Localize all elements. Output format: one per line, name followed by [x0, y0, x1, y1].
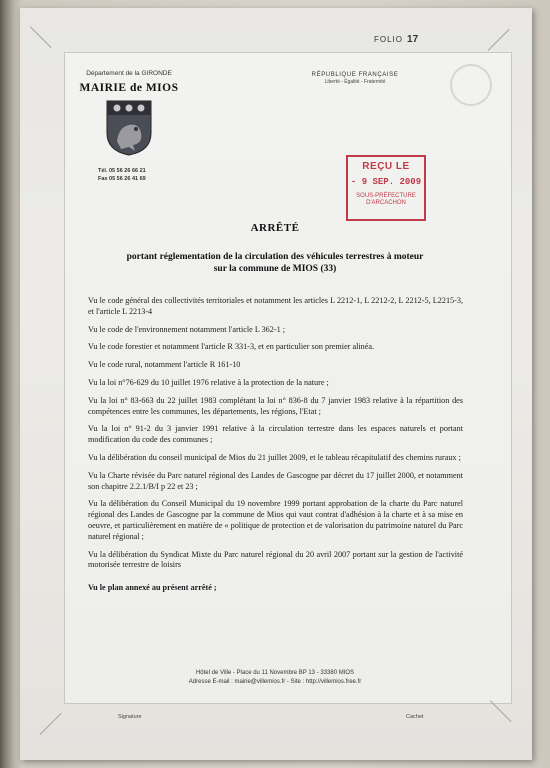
- fax-number: Fax 05 56 26 41 69: [98, 176, 146, 182]
- paragraph-plan-annexe: Vu le plan annexé au présent arrêté ;: [88, 583, 217, 593]
- cachet-label: Cachet: [406, 714, 424, 720]
- letterhead-right: [300, 72, 410, 85]
- paragraph: Vu la loi n°76-629 du 10 juillet 1976 relative à la protection de la nature ;: [88, 377, 329, 387]
- stamp-office-line2: D'ARCACHON: [366, 200, 406, 206]
- paragraph: Vu le code forestier et notamment l'article R 331-3, et en particulier son premier alinéa.: [88, 342, 375, 352]
- paragraph: Vu la loi n° 83-663 du 22 juillet 1983 complétant la loi n° 836-8 du 7 janvier 1983 relative à la répartition des compétences entre les communes, les départements, les régions, l'Etat ;: [88, 395, 463, 416]
- coat-of-arms-icon: [105, 99, 153, 157]
- paragraph: Vu la Charte révisée du Parc naturel régional des Landes de Gascogne par décret du 17 juillet 2000, et notamment son chapitre 2.2.1/B/I p 22 et 23 ;: [88, 470, 463, 491]
- phone-number: Tél. 05 56 26 66 21: [98, 168, 146, 174]
- department-label: Département de la GIRONDE: [86, 70, 172, 77]
- page-footer: [110, 669, 440, 687]
- document-body: [88, 296, 463, 601]
- republic-label: RÉPUBLIQUE FRANÇAISE: [311, 72, 399, 78]
- paragraph: Vu le code de l'environnement notamment l'article L 362-1 ;: [88, 324, 285, 334]
- footer-address: Hôtel de Ville - Place du 11 Novembre BP 13 - 33380 MIOS: [195, 670, 355, 676]
- paragraph: Vu le code général des collectivités territoriales et notamment les articles L 2212-1, L 2212-2, L 2212-5, L2215-3, et l'article L 2213-4: [88, 296, 463, 316]
- received-stamp: [346, 155, 426, 221]
- mairie-title: MAIRIE de MIOS: [79, 82, 179, 94]
- document-subtitle: [110, 251, 440, 275]
- folio-label: [374, 34, 418, 45]
- folio-number: 17: [407, 34, 419, 45]
- stamp-office-line1: SOUS-PRÉFECTURE: [356, 193, 416, 199]
- paragraph: Vu la délibération du Syndicat Mixte du Parc naturel régional du 20 avril 2007 portant sur la gestion de l'activité motorisée terrestre de loisirs: [88, 549, 463, 570]
- paragraph: Vu la délibération du Conseil Municipal du 19 novembre 1999 portant approbation de la charte du Parc naturel régional des Landes de Gascogne par la commune de Mios qui vaut contrat d'adhésion à la charte et à sa mise en oeuvre, et particulièrement en matière de « politique de protection et de valorisation du patrimoine naturel du Parc naturel régional ;: [88, 499, 463, 541]
- stamp-date: - 9 SEP. 2009: [350, 177, 422, 187]
- letterhead-left: [64, 70, 194, 183]
- folio-text: FOLIO: [374, 35, 404, 44]
- subtitle-line-2: sur la commune de MIOS (33): [213, 264, 337, 274]
- subtitle-line-1: portant réglementation de la circulation des véhicules terrestres à moteur: [126, 252, 424, 262]
- document-title: ARRÊTÉ: [250, 222, 300, 234]
- paragraph: Vu la délibération du conseil municipal de Mios du 21 juillet 2009, et le tableau récapitulatif des chemins ruraux ;: [88, 452, 461, 462]
- footer-contact: Adresse E-mail : mairie@villemios.fr - Site : http://villemios.free.fr: [188, 679, 362, 685]
- stamp-office: [348, 193, 424, 207]
- contact-info: [64, 167, 194, 183]
- paragraph: Vu la loi n° 91-2 du 3 janvier 1991 relative à la circulation terrestre dans les espaces naturels et portant modification du code des communes ;: [88, 424, 463, 445]
- republic-motto: Liberté - Égalité - Fraternité: [324, 79, 386, 85]
- stamp-title: REÇU LE: [362, 161, 410, 172]
- signature-label: Signature: [118, 714, 142, 720]
- paragraph: Vu le code rural, notamment l'article R 161-10: [88, 360, 241, 370]
